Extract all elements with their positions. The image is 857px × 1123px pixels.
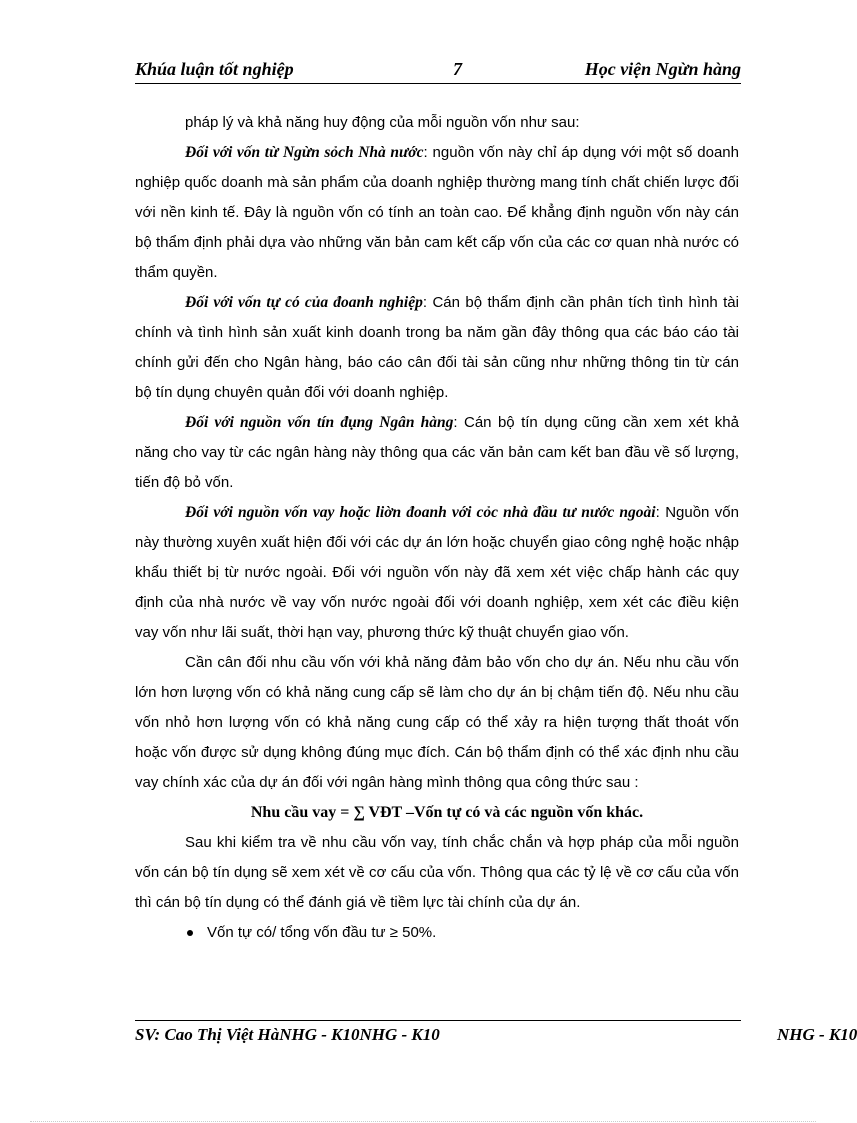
page-footer (135, 1025, 857, 1049)
text-state-budget: : nguồn vốn này chỉ áp dụng với một số doanh nghiệp quốc doanh mà sản phẩm của doanh nghiệp thường mang tính chất chiến lược đối với nền kinh tế. Đây là nguồn vốn có tính an toàn cao. Để khẳng định nguồn vốn này cán bộ thẩm định phải dựa vào những văn bản cam kết cấp vốn của các cơ quan nhà nước có thẩm quyền. (135, 144, 739, 281)
page-header (135, 57, 741, 84)
lead-state-budget: Đối với vốn từ Ngừn sỏch Nhà nước (185, 144, 424, 161)
footer-class: NHG - K10 (777, 1025, 857, 1044)
page-number: 7 (453, 59, 462, 79)
footer-divider (135, 1020, 741, 1021)
paragraph-capital-structure: Sau khi kiểm tra về nhu cầu vốn vay, tính chắc chắn và hợp pháp của mỗi nguồn vốn cán bộ tín dụng sẽ xem xét về cơ cấu của vốn. Thông qua các tỷ lệ về cơ cấu của vốn thì cán bộ tín dụng có thể đánh giá về tiềm lực tài chính của dự án. (135, 834, 739, 911)
header-institution: Học viện Ngừn hàng (584, 59, 741, 79)
bullet-text: Vốn tự có/ tổng vốn đầu tư ≥ 50%. (207, 924, 437, 941)
paragraph-bank-credit (135, 408, 739, 498)
paragraph-equity (135, 288, 739, 408)
lead-equity: Đối với vốn tự có của đoanh nghiệp (185, 294, 423, 311)
page-edge-divider (30, 1121, 816, 1122)
text-bank-credit: : Cán bộ tín dụng cũng cần xem xét khả năng cho vay từ các ngân hàng này thông qua các văn bản cam kết ban đầu về số lượng, tiến độ bỏ vốn. (135, 414, 739, 491)
paragraph-state-budget (135, 138, 739, 288)
lead-bank-credit: Đối với nguồn vốn tín đụng Ngân hàng (185, 414, 454, 431)
formula-loan-demand: Nhu cầu vay = ∑ VĐT –Vốn tự có và các nguồn vốn khác. (250, 804, 644, 821)
lead-foreign-capital: Đối với nguồn vốn vay hoặc liờn đoanh với cỏc nhà đầu tư nước ngoài (185, 504, 656, 521)
paragraph-intro: pháp lý và khả năng huy động của mỗi nguồn vốn như sau: (185, 114, 580, 131)
page-body (135, 108, 739, 948)
header-thesis-title: Khúa luận tốt nghiệp (135, 59, 294, 79)
text-foreign-capital: : Nguồn vốn này thường xuyên xuất hiện đối với các dự án lớn hoặc chuyển giao công nghệ hoặc nhập khẩu thiết bị từ nước ngoài. Đối với nguồn vốn này đã xem xét việc chấp hành các quy định của nhà nước về vay vốn nước ngoài đối với doanh nghiệp, xem xét các điều kiện vay vốn như lãi suất, thời hạn vay, phương thức kỹ thuật chuyển giao vốn. (135, 504, 739, 641)
bullet-dot-icon (187, 930, 193, 936)
paragraph-foreign-capital (135, 498, 739, 648)
text-equity: : Cán bộ thẩm định cần phân tích tình hình tài chính và tình hình sản xuất kinh doanh trong ba năm gần đây thông qua các báo cáo tài chính gửi đến cho Ngân hàng, báo cáo cân đối tài sản cũng như những thông tin từ cán bộ tín dụng chuyên quản đối với doanh nghiệp. (135, 294, 739, 401)
bullet-item (135, 918, 739, 948)
footer-student: SV: Cao Thị Việt HàNHG - K10NHG - K10 (135, 1025, 440, 1044)
paragraph-capital-balance: Cần cân đối nhu cầu vốn với khả năng đảm bảo vốn cho dự án. Nếu nhu cầu vốn lớn hơn lượng vốn có khả năng cung cấp sẽ làm cho dự án bị chậm tiến độ. Nếu nhu cầu vốn nhỏ hơn lượng vốn có khả năng cung cấp có thể xảy ra hiện tượng thất thoát vốn hoặc vốn được sử dụng không đúng mục đích. Cán bộ thẩm định có thể xác định nhu cầu vay chính xác của dự án đối với ngân hàng mình thông qua công thức sau : (135, 654, 739, 791)
